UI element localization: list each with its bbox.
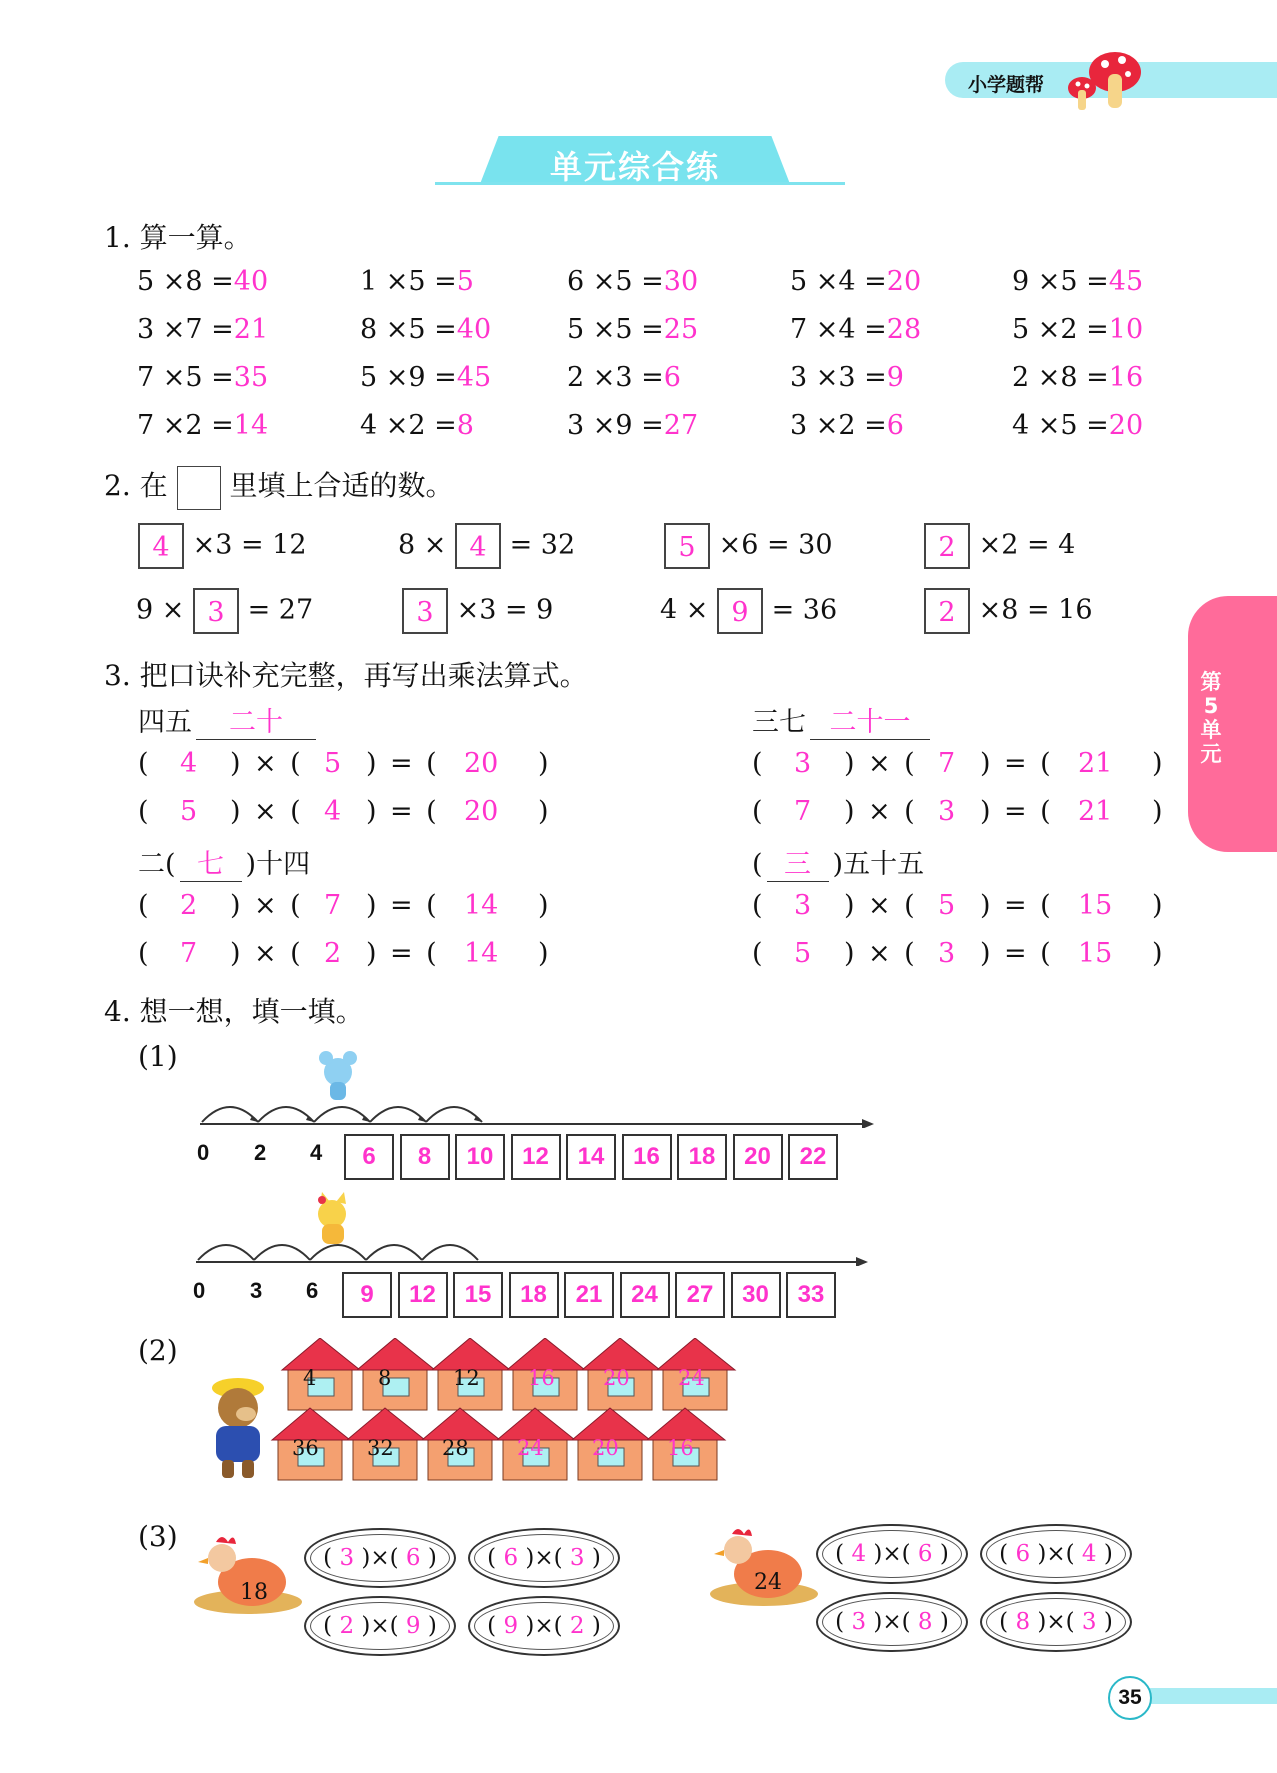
factor-pair-oval: ( 6 )×( 4 ): [980, 1524, 1132, 1584]
number-line-answer-box: 18: [677, 1134, 727, 1180]
q3-paren: ) × (: [844, 796, 915, 827]
q1-equation: [360, 314, 491, 345]
q3-answer: 7: [938, 748, 956, 779]
factor-b: 9: [405, 1613, 421, 1639]
mushroom-icon: [1060, 44, 1150, 116]
q1-equation: [567, 266, 698, 297]
mouse-icon: [319, 1051, 357, 1100]
q1-answer: 35: [233, 362, 269, 393]
house-top-number: 20: [603, 1366, 630, 1390]
q3-equation-row: [752, 796, 1163, 832]
q3-answer: 3: [794, 748, 812, 779]
factor-pair-oval: ( 8 )×( 3 ): [980, 1592, 1132, 1652]
q1-expression: 5 ×8 =: [137, 266, 234, 297]
number-line-answer-box: 12: [511, 1134, 561, 1180]
q1-answer: 6: [886, 410, 904, 441]
q3-answer: 14: [464, 890, 499, 921]
q4-part1-label: (1): [138, 1040, 178, 1073]
q2-equation: [138, 523, 307, 569]
q1-answer: 40: [233, 266, 269, 297]
house-top-number: 16: [528, 1366, 555, 1390]
q3-mnemonic: [752, 842, 924, 882]
q1-answer: 8: [456, 410, 474, 441]
page-title: 单元综合练: [549, 148, 720, 186]
number-line-answer-box: 9: [342, 1272, 392, 1318]
q3-paren: (: [138, 748, 149, 779]
house-bottom-number: 36: [292, 1436, 319, 1460]
q1-answer: 40: [456, 314, 492, 345]
house-top-number: 24: [678, 1366, 705, 1390]
q3-paren: ) × (: [844, 890, 915, 921]
q3-answer: 15: [1078, 890, 1113, 921]
q3-paren: ) × (: [230, 748, 301, 779]
number-line-answer-box: 15: [453, 1272, 503, 1318]
q1-expression: 7 ×5 =: [137, 362, 234, 393]
factor-pair-oval: ( 3 )×( 6 ): [304, 1528, 456, 1588]
q1-answer: 45: [456, 362, 492, 393]
factor-a: 6: [1015, 1541, 1031, 1567]
q3-paren: ) × (: [844, 938, 915, 969]
q1-expression: 8 ×5 =: [360, 314, 457, 345]
q2-answer-box: 3: [402, 588, 448, 634]
q3-mnemonic-answer: 二十一: [810, 700, 930, 740]
q1-expression: 5 ×4 =: [790, 266, 887, 297]
q1-equation: [137, 266, 268, 297]
q3-mnemonic: [752, 700, 934, 740]
factor-pair-oval: ( 9 )×( 2 ): [468, 1596, 620, 1656]
q3-paren: ): [1152, 748, 1163, 779]
q1-equation: [137, 410, 268, 441]
q1-expression: 3 ×3 =: [790, 362, 887, 393]
hen-icon-2: [708, 1522, 820, 1614]
q2-equation: [924, 523, 1075, 569]
hen2-value: 24: [754, 1570, 782, 1595]
house-icon: [357, 1338, 435, 1410]
q3-mnemonic-pre: 四五: [138, 707, 192, 738]
q3-answer: 4: [180, 748, 198, 779]
q2-equation: [402, 588, 553, 634]
factor-b: 6: [405, 1545, 421, 1571]
factor-b: 3: [1081, 1609, 1097, 1635]
q3-answer: 21: [1078, 748, 1113, 779]
number-line-tick-label: 3: [250, 1278, 263, 1303]
q1-equation: [790, 266, 921, 297]
q1-answer: 14: [233, 410, 269, 441]
q1-equation: [567, 410, 698, 441]
q2-pre: 4 ×: [660, 594, 709, 626]
q3-answer: 7: [324, 890, 342, 921]
number-line-answer-box: 8: [400, 1134, 450, 1180]
factor-a: 6: [503, 1545, 519, 1571]
q1-expression: 9 ×5 =: [1012, 266, 1109, 297]
q2-post: ×6 = 30: [718, 529, 833, 561]
number-line-tick-label: 0: [193, 1278, 206, 1303]
q1-equation: [1012, 314, 1143, 345]
q1-equation: [1012, 410, 1143, 441]
q3-paren: ) = (: [366, 796, 437, 827]
q3-paren: (: [752, 938, 763, 969]
q2-heading-box: [177, 466, 221, 510]
q3-mnemonic-post: )五十五: [832, 849, 925, 880]
page-number: 35: [1108, 1676, 1152, 1720]
q3-answer: 7: [794, 796, 812, 827]
q3-paren: (: [752, 890, 763, 921]
q1-answer: 21: [233, 314, 269, 345]
number-line-answer-box: 27: [675, 1272, 725, 1318]
q2-heading-b: 里填上合适的数。: [229, 469, 454, 502]
q3-answer: 15: [1078, 938, 1113, 969]
q2-answer-box: 3: [193, 588, 239, 634]
q3-paren: ) × (: [230, 796, 301, 827]
number-line-answer-box: 12: [398, 1272, 448, 1318]
q3-heading: 3. 把口诀补充完整，再写出乘法算式。: [104, 659, 588, 692]
q3-mnemonic-pre: 三七: [752, 707, 806, 738]
q1-answer: 9: [886, 362, 904, 393]
q1-answer: 20: [886, 266, 922, 297]
q3-mnemonic-answer: 三: [767, 842, 829, 882]
number-line-answer-box: 18: [509, 1272, 559, 1318]
q1-expression: 3 ×7 =: [137, 314, 234, 345]
number-line-answer-box: 16: [622, 1134, 672, 1180]
q4-heading: 4. 想一想，填一填。: [104, 995, 364, 1028]
house-bottom-number: 28: [442, 1436, 469, 1460]
q1-equation: [360, 362, 491, 393]
q2-answer-box: 2: [924, 588, 970, 634]
q1-equation: [790, 410, 904, 441]
q3-paren: ): [538, 890, 549, 921]
q1-expression: 6 ×5 =: [567, 266, 664, 297]
q3-mnemonic-pre: (: [752, 849, 763, 880]
q2-heading: [104, 464, 453, 510]
q1-expression: 7 ×4 =: [790, 314, 887, 345]
brand-name: 小学题帮: [968, 74, 1045, 96]
q3-mnemonic-answer: 七: [180, 842, 242, 882]
q2-equation: [924, 588, 1093, 634]
q3-equation-row: [138, 938, 549, 974]
q2-answer-box: 4: [455, 523, 501, 569]
number-line-answer-box: 10: [455, 1134, 505, 1180]
factor-b: 2: [569, 1613, 585, 1639]
q1-equation: [790, 362, 904, 393]
q1-answer: 10: [1108, 314, 1144, 345]
bear-icon: [202, 1372, 274, 1482]
q1-expression: 1 ×5 =: [360, 266, 457, 297]
q2-equation: [136, 588, 313, 634]
number-line-1: [190, 1048, 880, 1128]
q3-answer: 3: [938, 938, 956, 969]
q3-equation-row: [752, 890, 1163, 926]
house-bottom-number: 32: [367, 1436, 394, 1460]
q4-part3-label: (3): [138, 1520, 178, 1553]
q1-equation: [1012, 362, 1143, 393]
q1-heading: 1. 算一算。: [104, 221, 252, 254]
q3-equation-row: [752, 748, 1163, 784]
q1-expression: 2 ×8 =: [1012, 362, 1109, 393]
q3-equation-row: [752, 938, 1163, 974]
q2-post: ×8 = 16: [978, 594, 1093, 626]
number-line-2: [190, 1186, 880, 1266]
q3-paren: ): [1152, 890, 1163, 921]
hen1-value: 18: [240, 1580, 268, 1605]
q2-answer-box: 4: [138, 523, 184, 569]
q4-part2-label: (2): [138, 1334, 178, 1367]
q3-answer: 20: [464, 748, 499, 779]
q3-equation-row: [138, 890, 549, 926]
q3-answer: 5: [794, 938, 812, 969]
q1-equation: [360, 266, 474, 297]
factor-a: 4: [851, 1541, 867, 1567]
q3-answer: 21: [1078, 796, 1113, 827]
q1-equation: [790, 314, 921, 345]
q3-paren: (: [138, 890, 149, 921]
number-line-answer-box: 24: [620, 1272, 670, 1318]
house-bottom-number: 20: [592, 1436, 619, 1460]
factor-a: 3: [339, 1545, 355, 1571]
q1-answer: 45: [1108, 266, 1144, 297]
q1-equation: [567, 314, 698, 345]
factor-b: 3: [569, 1545, 585, 1571]
q3-mnemonic: [138, 842, 310, 882]
q1-expression: 2 ×3 =: [567, 362, 664, 393]
q3-paren: ) × (: [230, 890, 301, 921]
q3-paren: ): [1152, 796, 1163, 827]
q2-pre: 9 ×: [136, 594, 185, 626]
q1-equation: [567, 362, 681, 393]
number-line-answer-box: 20: [733, 1134, 783, 1180]
q3-equation-row: [138, 748, 549, 784]
q1-expression: 5 ×2 =: [1012, 314, 1109, 345]
q1-equation: [137, 362, 268, 393]
q3-answer: 5: [324, 748, 342, 779]
factor-pair-oval: ( 3 )×( 8 ): [816, 1592, 968, 1652]
q3-answer: 3: [794, 890, 812, 921]
house-bottom-number: 24: [517, 1436, 544, 1460]
factor-pair-oval: ( 6 )×( 3 ): [468, 1528, 620, 1588]
number-line-tick-label: 4: [310, 1140, 323, 1165]
q3-answer: 7: [180, 938, 198, 969]
factor-a: 3: [851, 1609, 867, 1635]
q2-pre: 8 ×: [398, 529, 447, 561]
q1-answer: 27: [663, 410, 699, 441]
house-top-number: 8: [378, 1366, 392, 1390]
q1-expression: 4 ×5 =: [1012, 410, 1109, 441]
number-line-answer-box: 6: [344, 1134, 394, 1180]
q1-expression: 5 ×9 =: [360, 362, 457, 393]
q3-paren: ) = (: [980, 938, 1051, 969]
q2-post: ×2 = 4: [978, 529, 1076, 561]
q3-paren: ): [538, 748, 549, 779]
factor-b: 4: [1081, 1541, 1097, 1567]
q1-answer: 20: [1108, 410, 1144, 441]
factor-a: 2: [339, 1613, 355, 1639]
q2-post: ×3 = 9: [456, 594, 554, 626]
q2-equation: [664, 523, 833, 569]
number-line-answer-box: 22: [788, 1134, 838, 1180]
unit-side-label: 第5单元: [1200, 670, 1222, 766]
q3-answer: 2: [180, 890, 198, 921]
number-line-answer-box: 21: [564, 1272, 614, 1318]
q1-answer: 5: [456, 266, 474, 297]
house-top-number: 4: [303, 1366, 317, 1390]
factor-pair-oval: ( 4 )×( 6 ): [816, 1524, 968, 1584]
q1-equation: [137, 314, 268, 345]
q3-answer: 4: [324, 796, 342, 827]
number-line-answer-box: 14: [566, 1134, 616, 1180]
house-top-number: 12: [453, 1366, 480, 1390]
q2-post: = 27: [247, 594, 314, 626]
number-line-tick-label: 6: [306, 1278, 319, 1303]
q1-answer: 16: [1108, 362, 1144, 393]
q3-paren: ): [538, 938, 549, 969]
q1-equation: [360, 410, 474, 441]
q3-paren: ) = (: [366, 890, 437, 921]
q1-expression: 3 ×2 =: [790, 410, 887, 441]
q1-answer: 28: [886, 314, 922, 345]
q3-paren: ) × (: [844, 748, 915, 779]
q3-answer: 3: [938, 796, 956, 827]
q2-post: = 36: [771, 594, 838, 626]
q3-mnemonic: [138, 700, 320, 740]
q1-equation: [1012, 266, 1143, 297]
q1-answer: 6: [663, 362, 681, 393]
number-line-tick-label: 2: [254, 1140, 267, 1165]
number-line-answer-box: 33: [786, 1272, 836, 1318]
factor-a: 9: [503, 1613, 519, 1639]
q3-answer: 5: [938, 890, 956, 921]
house-icon: [282, 1338, 360, 1410]
q3-mnemonic-pre: 二(: [138, 849, 176, 880]
q2-heading-a: 2. 在: [104, 469, 168, 502]
q3-mnemonic-post: )十四: [245, 849, 311, 880]
number-line-tick-label: 0: [197, 1140, 210, 1165]
page-number-bar: [1140, 1688, 1277, 1704]
factor-b: 6: [917, 1541, 933, 1567]
q1-expression: 4 ×2 =: [360, 410, 457, 441]
q2-post: = 32: [509, 529, 576, 561]
q2-answer-box: 2: [924, 523, 970, 569]
q3-answer: 20: [464, 796, 499, 827]
q2-equation: [398, 523, 575, 569]
q2-post: ×3 = 12: [192, 529, 307, 561]
q1-expression: 5 ×5 =: [567, 314, 664, 345]
q3-paren: (: [752, 796, 763, 827]
cat-icon: [318, 1192, 346, 1244]
q3-paren: ) = (: [366, 748, 437, 779]
house-bottom-number: 16: [667, 1436, 694, 1460]
q3-paren: ): [1152, 938, 1163, 969]
q1-expression: 3 ×9 =: [567, 410, 664, 441]
q2-answer-box: 5: [664, 523, 710, 569]
q3-paren: ) = (: [366, 938, 437, 969]
q1-answer: 25: [663, 314, 699, 345]
number-line-answer-box: 30: [731, 1272, 781, 1318]
q3-paren: ) = (: [980, 796, 1051, 827]
q3-paren: (: [752, 748, 763, 779]
q3-answer: 2: [324, 938, 342, 969]
q3-paren: ): [538, 796, 549, 827]
q3-paren: (: [138, 796, 149, 827]
q3-answer: 14: [464, 938, 499, 969]
q2-answer-box: 9: [717, 588, 763, 634]
q1-expression: 7 ×2 =: [137, 410, 234, 441]
q3-mnemonic-answer: 二十: [196, 700, 316, 740]
factor-pair-oval: ( 2 )×( 9 ): [304, 1596, 456, 1656]
q3-answer: 5: [180, 796, 198, 827]
q3-paren: (: [138, 938, 149, 969]
factor-a: 8: [1015, 1609, 1031, 1635]
factor-b: 8: [917, 1609, 933, 1635]
hen-icon-1: [192, 1530, 304, 1622]
q3-paren: ) × (: [230, 938, 301, 969]
q1-answer: 30: [663, 266, 699, 297]
q3-paren: ) = (: [980, 890, 1051, 921]
houses-illustration: [200, 1338, 760, 1508]
q3-paren: ) = (: [980, 748, 1051, 779]
q3-equation-row: [138, 796, 549, 832]
q2-equation: [660, 588, 837, 634]
